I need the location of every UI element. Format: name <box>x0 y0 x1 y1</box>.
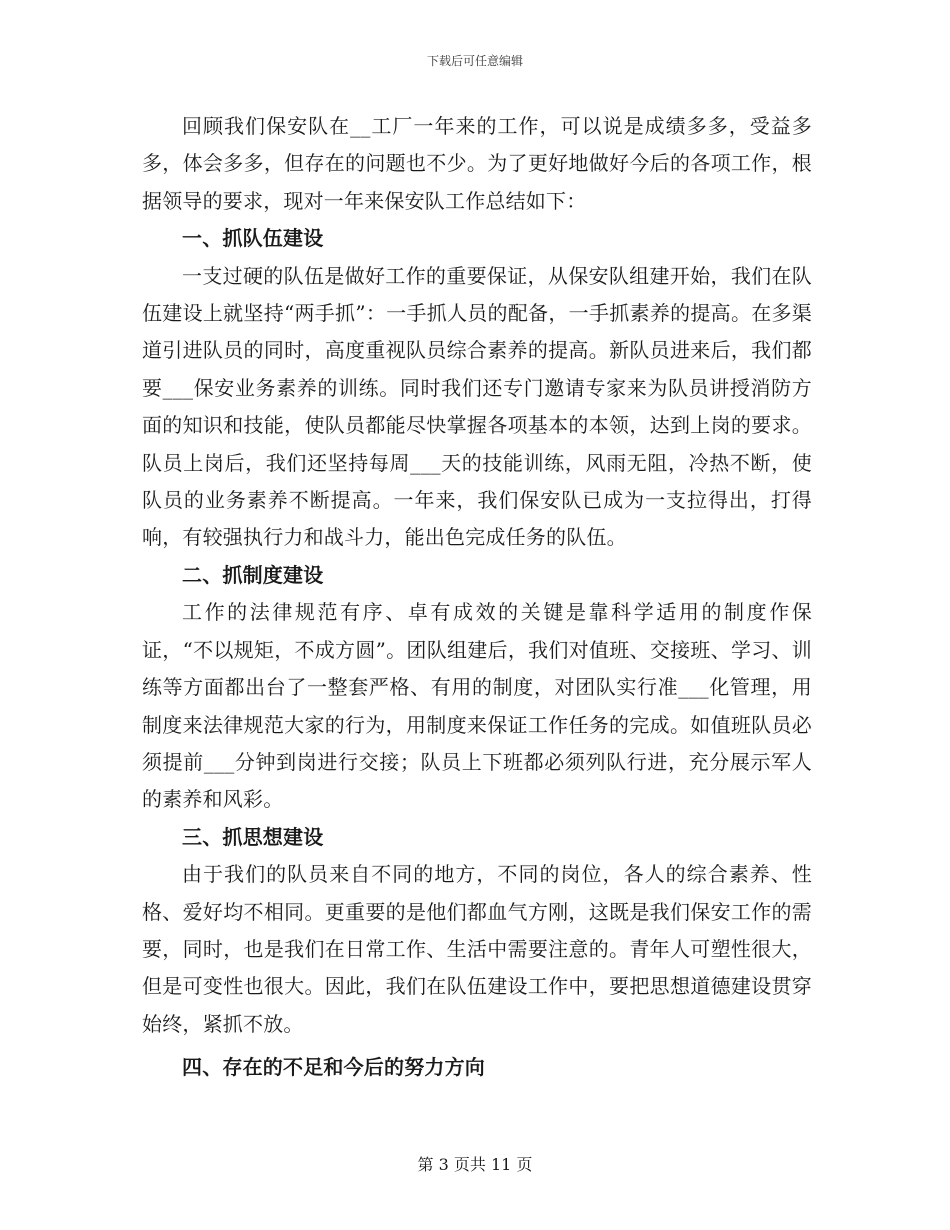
page-footer: 第 3 页共 11 页 <box>417 1155 533 1174</box>
section-paragraph-2: 工作的法律规范有序、卓有成效的关键是靠科学适用的制度作保证，“不以规矩，不成方圆”。团队组建后，我们对值班、交接班、学习、训练等方面都出台了一整套严格、有用的制度，对团队实行准___化管理，用制度来法律规范大家的行为，用制度来保证工作任务的完成。如值班队员必须提前___分钟到岗进行交接；队员上下班都必须列队行进，充分展示军人的素养和风彩。 <box>142 600 812 812</box>
section-heading-1: 一、抓队伍建设 <box>182 226 324 251</box>
page-header: 下载后可任意编辑 <box>426 54 523 68</box>
section-paragraph-3: 由于我们的队员来自不同的地方，不同的岗位，各人的综合素养、性格、爱好均不相同。更重要的是他们都血气方刚，这既是我们保安工作的需要，同时，也是我们在日常工作、生活中需要注意的。青年人可塑性很大，但是可变性也很大。因此，我们在队伍建设工作中，要把思想道德建设贯穿始终，紧抓不放。 <box>142 862 812 1036</box>
section-heading-4: 四、存在的不足和今后的努力方向 <box>182 1055 485 1080</box>
section-heading-2: 二、抓制度建设 <box>182 562 324 587</box>
section-heading-3: 三、抓思想建设 <box>182 824 324 849</box>
intro-paragraph: 回顾我们保安队在__工厂一年来的工作，可以说是成绩多多，受益多多，体会多多，但存在的问题也不少。为了更好地做好今后的各项工作，根据领导的要求，现对一年来保安队工作总结如下： <box>142 114 812 213</box>
section-paragraph-1: 一支过硬的队伍是做好工作的重要保证，从保安队组建开始，我们在队伍建设上就坚持“两手抓”：一手抓人员的配备，一手抓素养的提高。在多渠道引进队员的同时，高度重视队员综合素养的提高。新队员进来后，我们都要___保安业务素养的训练。同时我们还专门邀请专家来为队员讲授消防方面的知识和技能，使队员都能尽快掌握各项基本的本领，达到上岗的要求。队员上岗后，我们还坚持每周___天的技能训练，风雨无阻，冷热不断，使队员的业务素养不断提高。一年来，我们保安队已成为一支拉得出，打得响，有较强执行力和战斗力，能出色完成任务的队伍。 <box>142 263 812 550</box>
document-body <box>142 108 812 1087</box>
